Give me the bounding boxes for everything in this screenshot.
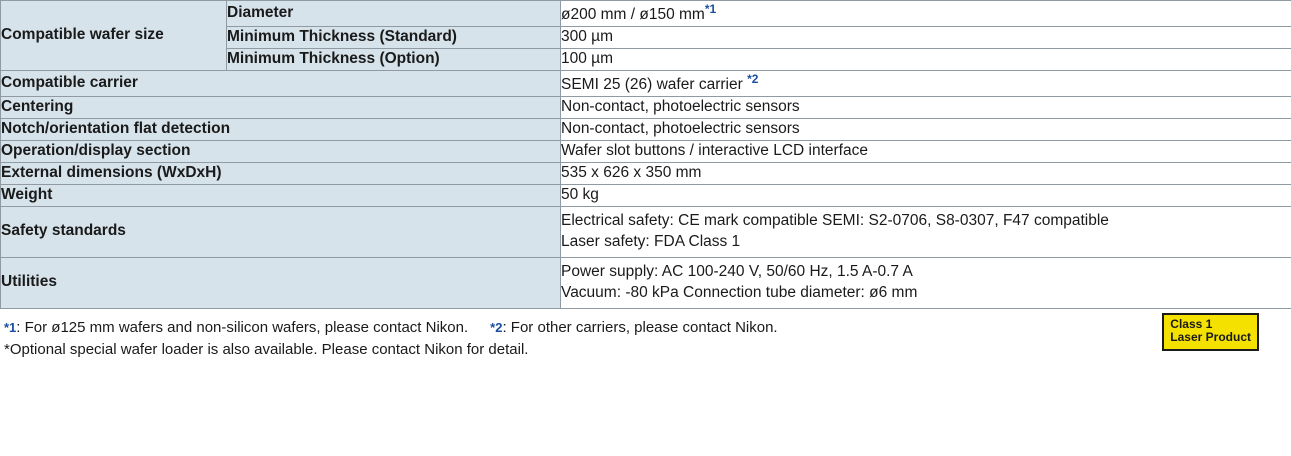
row-value-safety-standards <box>561 206 1291 257</box>
row-label-centering: Centering <box>1 97 561 119</box>
table-row <box>1 118 1291 140</box>
value-text: ø200 mm / ø150 mm <box>561 6 705 24</box>
row-value-operation-display-section: Wafer slot buttons / interactive LCD interface <box>561 140 1291 162</box>
value-line-2: Laser safety: FDA Class 1 <box>561 232 741 250</box>
row-value-min-thickness-option: 100 µm <box>561 49 1291 71</box>
table-row <box>1 206 1291 257</box>
row-label-compatible-wafer-size: Compatible wafer size <box>1 1 227 71</box>
value-text: SEMI 25 (26) wafer carrier <box>561 76 743 94</box>
footnotes <box>0 309 1291 362</box>
table-row <box>1 184 1291 206</box>
row-sublabel-min-thickness-standard: Minimum Thickness (Standard) <box>227 27 561 49</box>
laser-class-badge <box>1162 313 1259 352</box>
row-value-min-thickness-standard: 300 µm <box>561 27 1291 49</box>
row-label-weight: Weight <box>1 184 561 206</box>
footnote-text-2: : For other carriers, please contact Nikon. <box>502 318 778 336</box>
value-line-1: Electrical safety: CE mark compatible SEMI: S2-0706, S8-0307, F47 compatible <box>561 211 1109 229</box>
row-label-external-dimensions: External dimensions (WxDxH) <box>1 162 561 184</box>
laser-badge-line-1: Class 1 <box>1170 316 1213 331</box>
row-label-compatible-carrier: Compatible carrier <box>1 70 561 96</box>
footnote-line-2: *Optional special wafer loader is also available. Please contact Nikon for detail. <box>4 341 529 359</box>
row-value-weight: 50 kg <box>561 184 1291 206</box>
row-label-utilities: Utilities <box>1 257 561 308</box>
row-value-external-dimensions: 535 x 626 x 350 mm <box>561 162 1291 184</box>
laser-badge-line-2: Laser Product <box>1170 330 1251 345</box>
row-value-utilities <box>561 257 1291 308</box>
row-value-notch-orientation-flat-detection: Non-contact, photoelectric sensors <box>561 118 1291 140</box>
row-sublabel-diameter: Diameter <box>227 1 561 27</box>
row-label-safety-standards: Safety standards <box>1 206 561 257</box>
footnote-ref-1: *1 <box>704 2 717 16</box>
value-line-1: Power supply: AC 100-240 V, 50/60 Hz, 1.5 A-0.7 A <box>561 262 913 280</box>
value-line-2: Vacuum: -80 kPa Connection tube diameter: ø6 mm <box>561 283 918 301</box>
row-value-compatible-carrier <box>561 70 1291 96</box>
row-label-operation-display-section: Operation/display section <box>1 140 561 162</box>
row-value-centering: Non-contact, photoelectric sensors <box>561 97 1291 119</box>
table-row <box>1 70 1291 96</box>
row-sublabel-min-thickness-option: Minimum Thickness (Option) <box>227 49 561 71</box>
footnote-marker-2: *2 <box>490 319 503 335</box>
table-row <box>1 1 1291 27</box>
footnote-marker-1: *1 <box>4 319 17 335</box>
table-row <box>1 162 1291 184</box>
row-label-notch-orientation-flat-detection: Notch/orientation flat detection <box>1 118 561 140</box>
table-row <box>1 257 1291 308</box>
table-row <box>1 140 1291 162</box>
row-value-diameter <box>561 1 1291 27</box>
footnote-line-1 <box>4 317 1281 340</box>
footnote-ref-2: *2 <box>747 71 759 86</box>
table-row <box>1 97 1291 119</box>
footnote-text-1: : For ø125 mm wafers and non-silicon wafers, please contact Nikon. <box>16 318 469 336</box>
